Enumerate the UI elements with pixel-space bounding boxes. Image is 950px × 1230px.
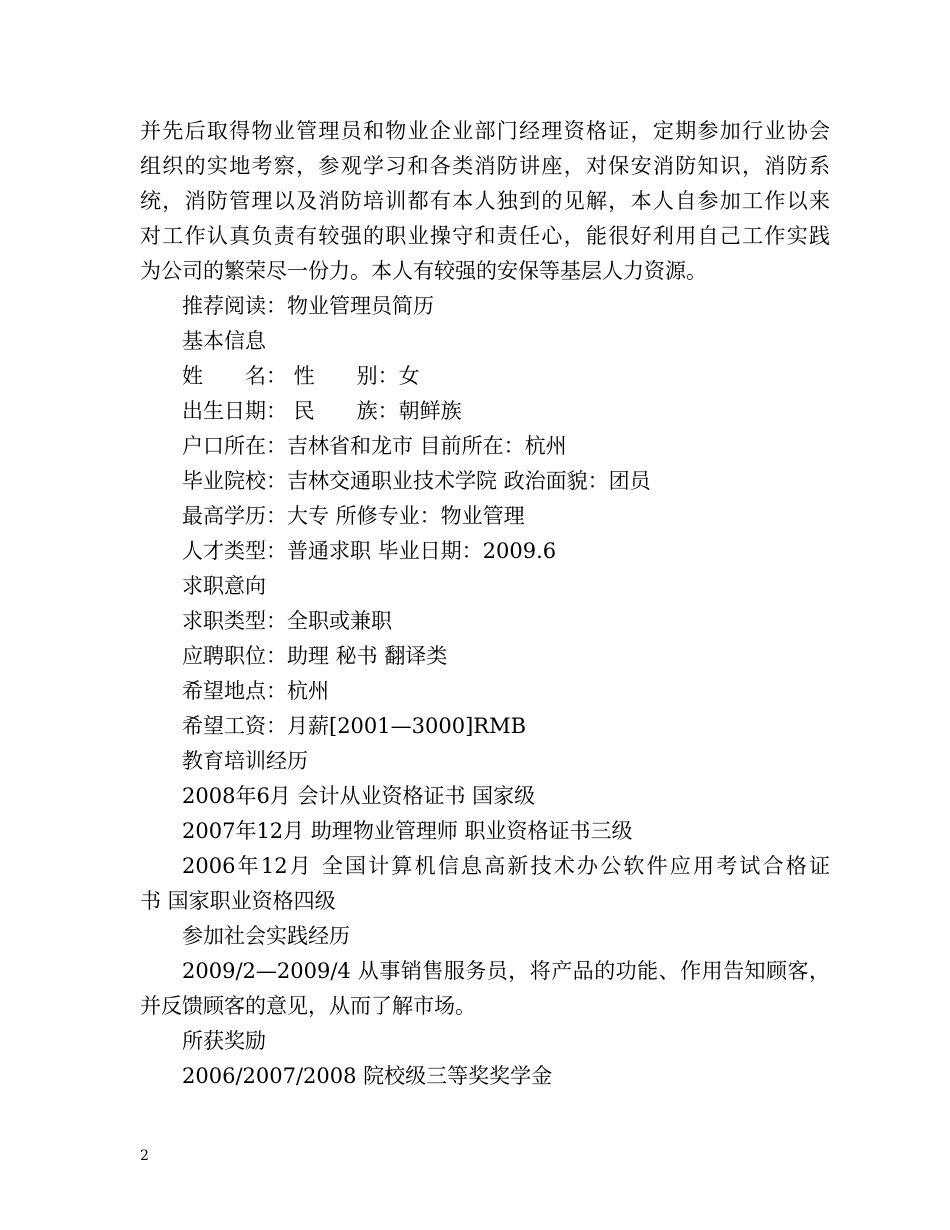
practice-item-1-line-1: 2009/2—2009/4 从事销售服务员，将产品的功能、作用告知顾客， (182, 959, 830, 983)
desired-location-line: 希望地点：杭州 (182, 679, 329, 703)
recommend-line: 推荐阅读：物业管理员简历 (182, 294, 434, 318)
practice-item-1-line-2: 并反馈顾客的意见，从而了解市场。 (140, 994, 476, 1018)
positions-line: 应聘职位：助理 秘书 翻译类 (182, 644, 448, 668)
intro-line-5: 为公司的繁荣尽一份力。本人有较强的安保等基层人力资源。 (140, 259, 707, 283)
page-number: 2 (140, 1148, 149, 1164)
training-item-3-line-2: 书 国家职业资格四级 (140, 889, 336, 913)
education-major-line: 最高学历：大专 所修专业：物业管理 (182, 504, 525, 528)
intro-line-1: 并先后取得物业管理员和物业企业部门经理资格证，定期参加行业协会 (140, 119, 830, 143)
hukou-location-line: 户口所在：吉林省和龙市 目前所在：杭州 (182, 434, 567, 458)
training-heading: 教育培训经历 (182, 749, 308, 773)
training-item-1: 2008年6月 会计从业资格证书 国家级 (182, 784, 536, 808)
training-item-3-line-1: 2006年12月 全国计算机信息高新技术办公软件应用考试合格证 (182, 854, 830, 878)
training-item-2: 2007年12月 助理物业管理师 职业资格证书三级 (182, 819, 633, 843)
job-type-line: 求职类型：全职或兼职 (182, 609, 392, 633)
practice-heading: 参加社会实践经历 (182, 924, 350, 948)
school-politics-line: 毕业院校：吉林交通职业技术学院 政治面貌：团员 (182, 469, 651, 493)
talent-graduation-line: 人才类型：普通求职 毕业日期：2009.6 (182, 539, 557, 563)
awards-heading: 所获奖励 (182, 1029, 266, 1053)
intro-line-2: 组织的实地考察，参观学习和各类消防讲座，对保安消防知识，消防系 (140, 154, 830, 178)
document-body (140, 114, 830, 1094)
intro-line-3: 统，消防管理以及消防培训都有本人独到的见解，本人自参加工作以来 (140, 189, 830, 213)
desired-salary-line: 希望工资：月薪[2001—3000]RMB (182, 714, 527, 738)
name-gender-line: 姓 名： 性 别：女 (182, 364, 420, 388)
awards-item-1: 2006/2007/2008 院校级三等奖奖学金 (182, 1064, 553, 1088)
birth-ethnic-line: 出生日期： 民 族：朝鲜族 (182, 399, 462, 423)
job-intent-heading: 求职意向 (182, 574, 266, 598)
intro-line-4: 对工作认真负责有较强的职业操守和责任心，能很好利用自己工作实践 (140, 224, 830, 248)
basic-info-heading: 基本信息 (182, 329, 266, 353)
